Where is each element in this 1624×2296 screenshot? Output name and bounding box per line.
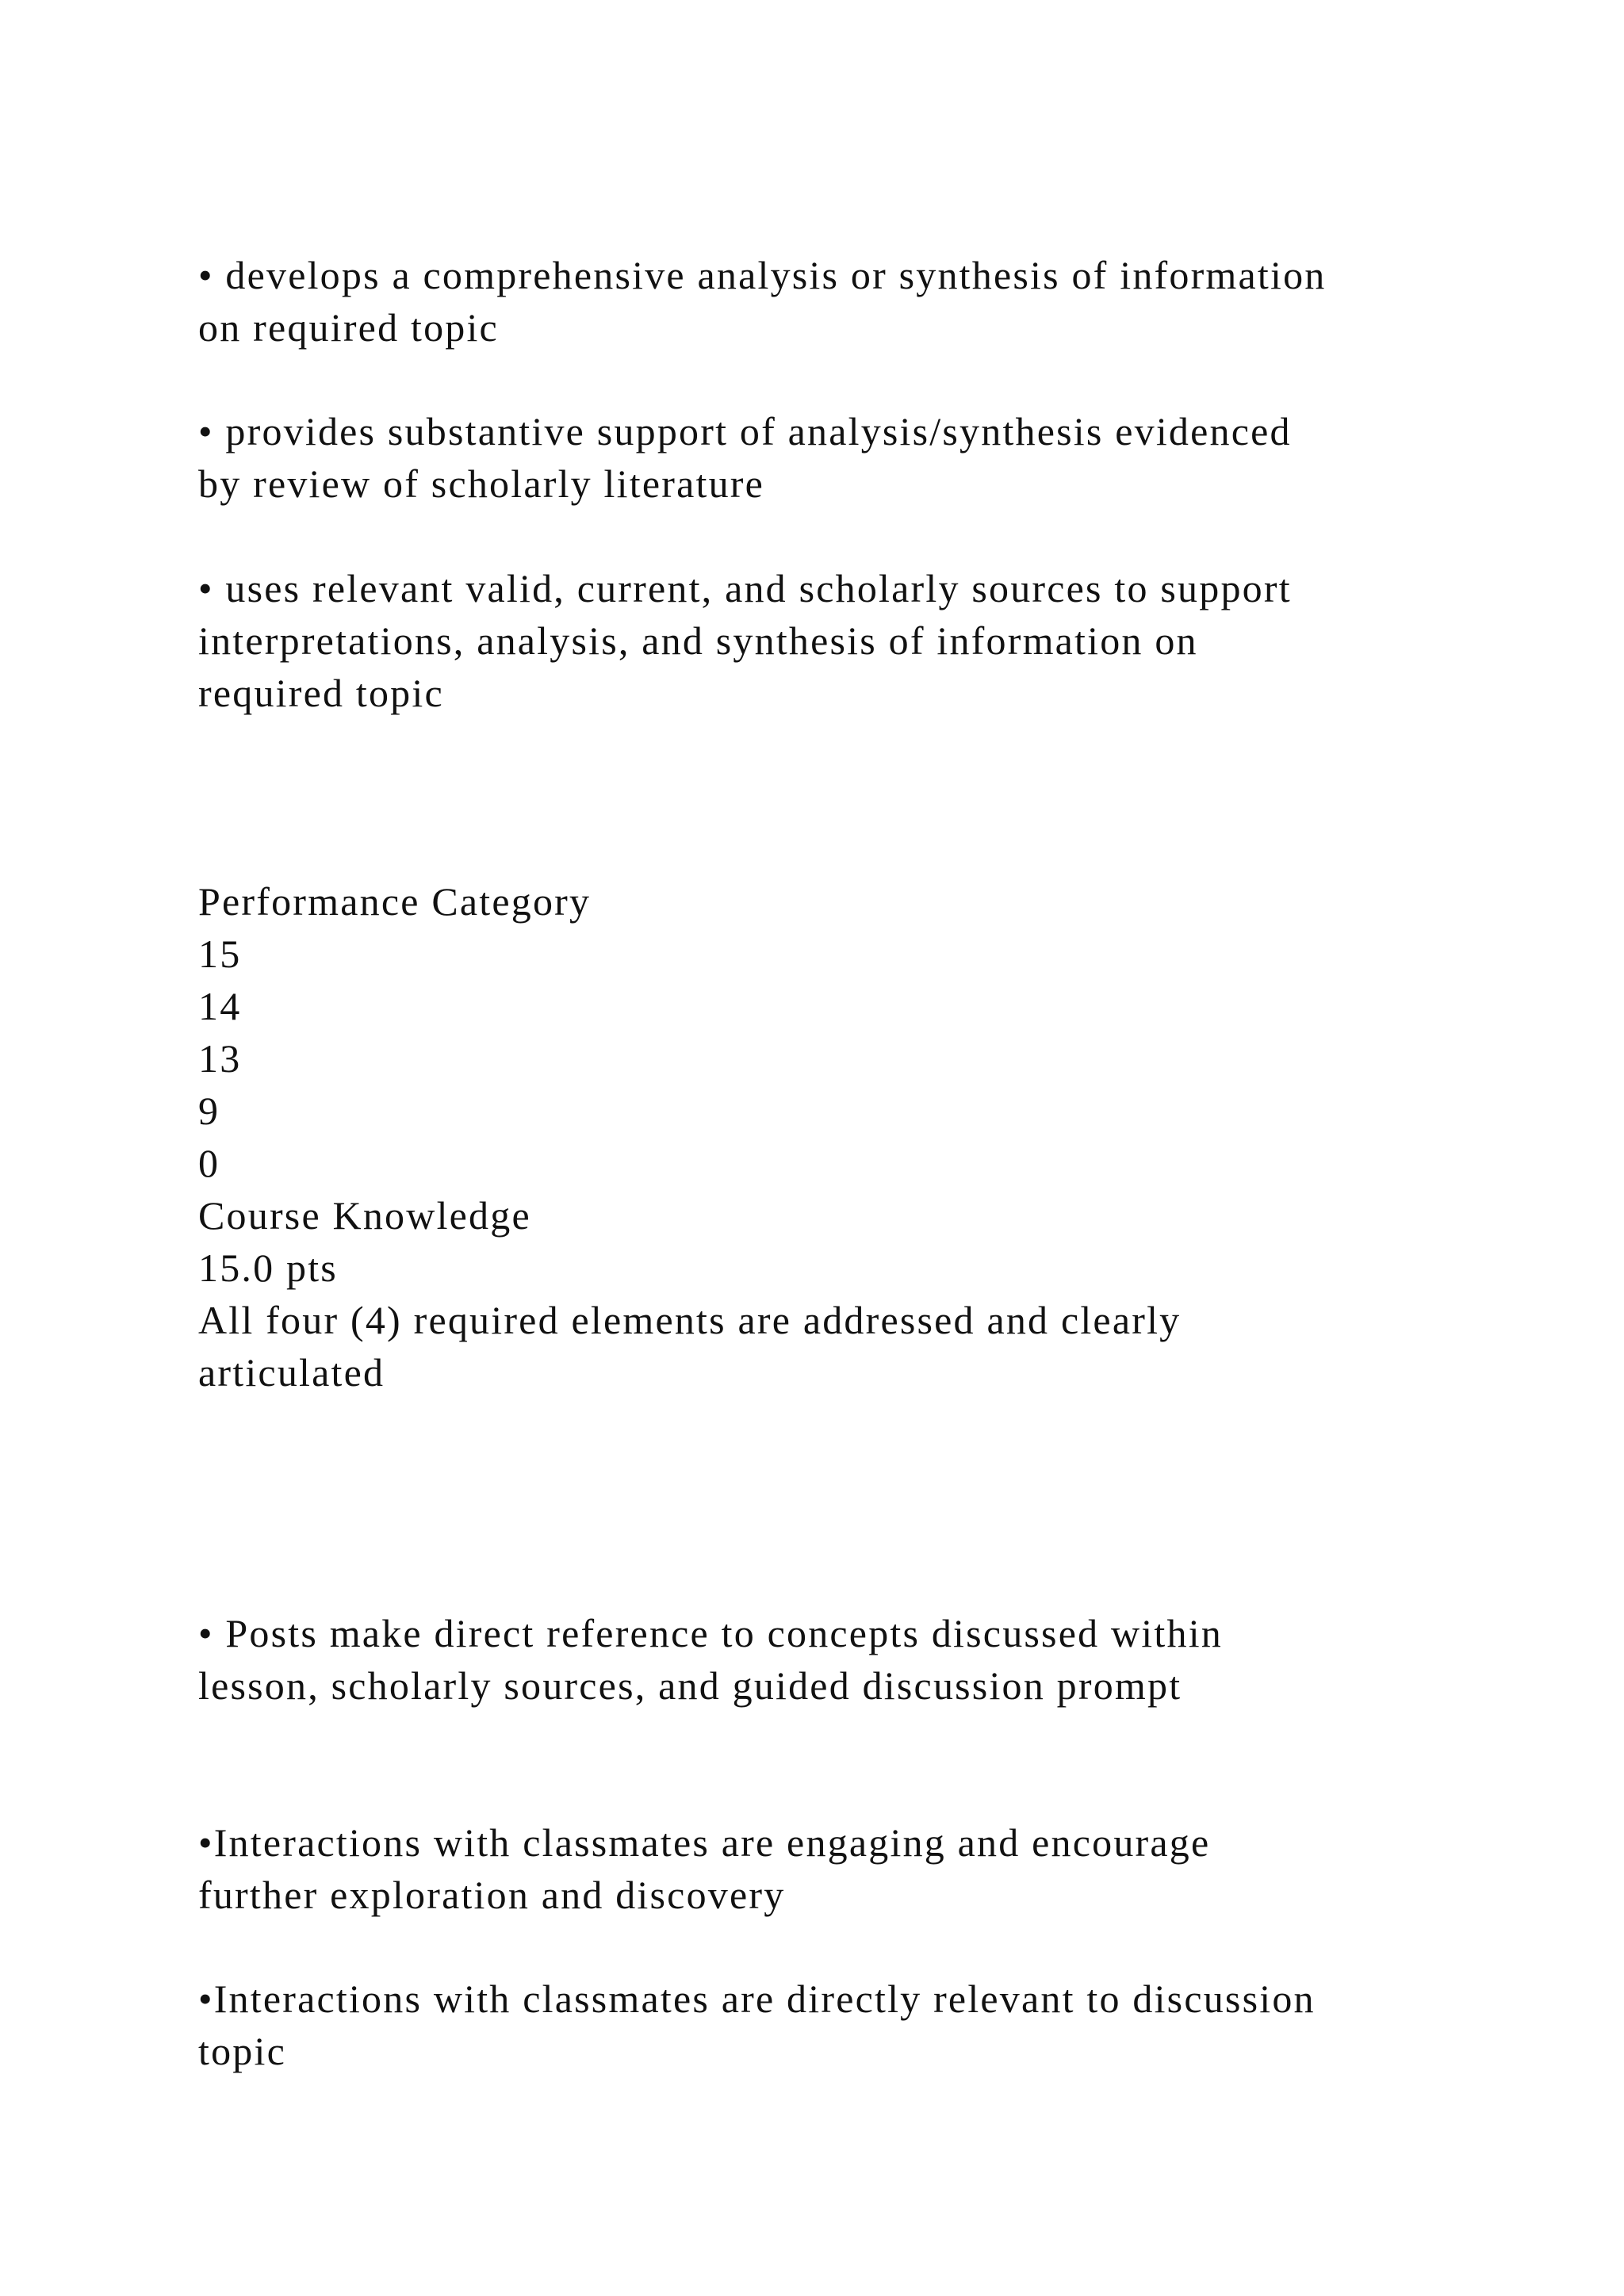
criteria-line: required topic — [198, 671, 444, 715]
rubric-points: 15.0 pts — [198, 1246, 338, 1290]
bullet-line: •Interactions with classmates are engaging and encourage — [198, 1820, 1211, 1865]
criteria-line: by review of scholarly literature — [198, 461, 765, 506]
criteria-line: • uses relevant valid, current, and scholarly sources to support — [198, 566, 1292, 610]
criteria-line: • develops a comprehensive analysis or synthesis of information — [198, 253, 1327, 297]
rubric-score: 0 — [198, 1141, 220, 1185]
bullet-line: lesson, scholarly sources, and guided discussion prompt — [198, 1663, 1182, 1708]
bullet-line: • Posts make direct reference to concepts discussed within — [198, 1611, 1223, 1655]
rubric-score: 13 — [198, 1036, 242, 1081]
rubric-header: Performance Category — [198, 879, 592, 924]
bullet-line: further exploration and discovery — [198, 1873, 786, 1917]
criteria-line: on required topic — [198, 305, 499, 350]
rubric-score: 15 — [198, 932, 242, 976]
rubric-category: Course Knowledge — [198, 1193, 531, 1238]
rubric-description-line: All four (4) required elements are addressed and clearly — [198, 1298, 1182, 1342]
bullet-line: •Interactions with classmates are directly relevant to discussion — [198, 1976, 1316, 2021]
rubric-score: 9 — [198, 1089, 220, 1133]
criteria-line: interpretations, analysis, and synthesis of information on — [198, 618, 1198, 663]
rubric-score: 14 — [198, 984, 242, 1028]
bullet-line: topic — [198, 2029, 286, 2073]
rubric-description-line: articulated — [198, 1350, 385, 1395]
criteria-line: • provides substantive support of analysis/synthesis evidenced — [198, 409, 1292, 453]
